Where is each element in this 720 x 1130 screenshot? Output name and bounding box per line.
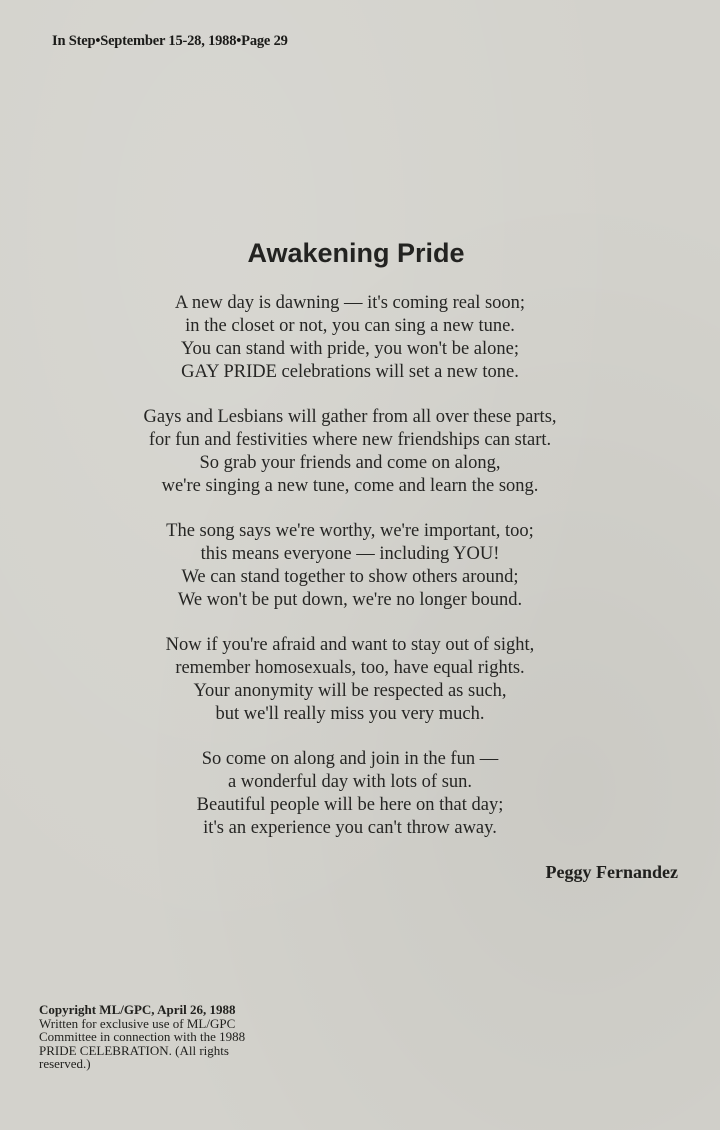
stanza-5	[0, 748, 700, 840]
poem-line: So come on along and join in the fun —	[201, 749, 499, 769]
poem-title: Awakening Pride	[247, 238, 465, 268]
stanza-3	[0, 520, 700, 612]
page-header: In Step•September 15-28, 1988•Page 29	[52, 33, 288, 49]
poem-line: it's an experience you can't throw away.	[203, 818, 497, 838]
poem-line: A new day is dawning — it's coming real soon;	[174, 293, 526, 313]
poem-line: You can stand with pride, you won't be alone;	[180, 339, 519, 359]
poem-line: We can stand together to show others around;	[181, 567, 519, 587]
poem-line: this means everyone — including YOU!	[200, 544, 500, 564]
copyright-line: Copyright ML/GPC, April 26, 1988	[39, 1002, 236, 1017]
poem-line: a wonderful day with lots of sun.	[227, 772, 473, 792]
stanza-1	[0, 292, 700, 384]
poem-line: but we'll really miss you very much.	[215, 704, 485, 724]
poem-line: remember homosexuals, too, have equal rights.	[175, 658, 525, 678]
copyright-line: Written for exclusive use of ML/GPC	[39, 1015, 236, 1031]
poem-author: Peggy Fernandez	[545, 862, 678, 882]
copyright-notice	[39, 1003, 351, 1071]
poem-line: Beautiful people will be here on that day;	[196, 795, 504, 815]
poem-line: We won't be put down, we're no longer bound.	[177, 590, 523, 610]
poem-line: we're singing a new tune, come and learn the song.	[161, 476, 539, 496]
poem-line: GAY PRIDE celebrations will set a new tone.	[181, 362, 519, 382]
poem-line: Your anonymity will be respected as such,	[193, 681, 507, 701]
poem-line: Gays and Lesbians will gather from all over these parts,	[143, 407, 557, 427]
poem-line: So grab your friends and come on along,	[199, 453, 501, 473]
copyright-line: Committee in connection with the 1988	[39, 1029, 246, 1044]
poem-line: The song says we're worthy, we're important, too;	[166, 521, 534, 541]
poem-line: for fun and festivities where new friendships can start.	[148, 430, 552, 450]
stanza-4	[0, 634, 700, 726]
copyright-line: reserved.)	[39, 1056, 91, 1071]
stanza-2	[0, 406, 700, 498]
poem-line: in the closet or not, you can sing a new tune.	[185, 316, 515, 336]
poem-line: Now if you're afraid and want to stay out of sight,	[165, 635, 535, 655]
copyright-line: PRIDE CELEBRATION. (All rights	[39, 1042, 229, 1058]
